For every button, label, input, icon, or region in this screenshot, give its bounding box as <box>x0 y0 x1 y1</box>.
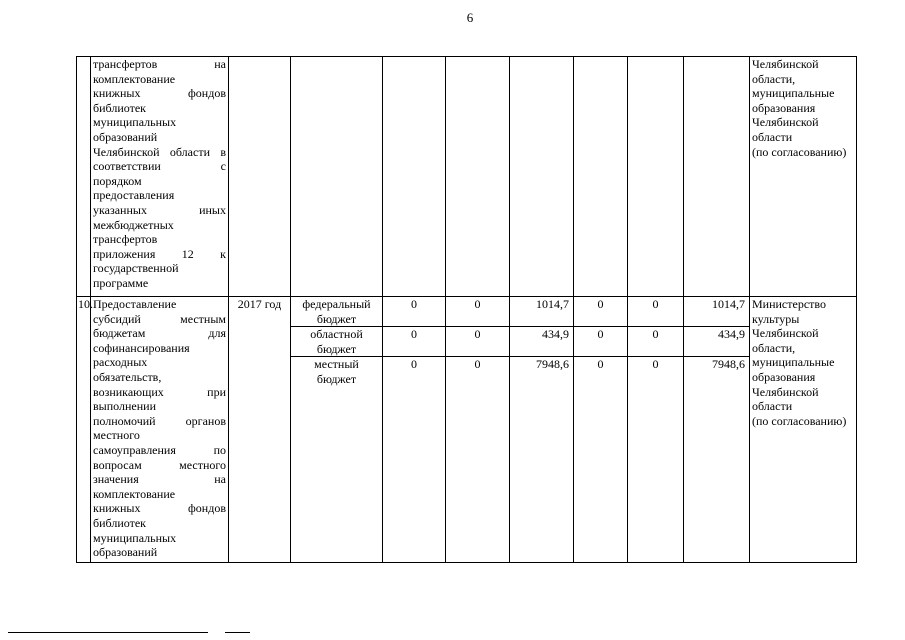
value-cell: 434,9 <box>510 327 574 357</box>
responsible-cell: Министерство культуры Челябинской области, муниципальные образования Челябинской области (по согласованию) <box>750 297 857 563</box>
value-cell <box>510 57 574 297</box>
table-row-10-federal <box>77 297 857 327</box>
total-cell: 1014,7 <box>684 297 750 327</box>
source-cell: местный бюджет <box>291 357 383 563</box>
page-number: 6 <box>466 10 474 25</box>
value-cell <box>446 57 510 297</box>
value-cell: 0 <box>628 297 684 327</box>
value-cell: 0 <box>574 357 628 563</box>
table-row-continued <box>77 57 857 297</box>
description-cell: Предоставление субсидий местным бюджетам для софинансирования расходных обязательств, возникающих при выполнении полномочий органов местного самоуправления по вопросам местного значения на комплектование книжных фондов библиотек муниципальных образований <box>91 297 229 563</box>
value-cell: 0 <box>383 327 446 357</box>
value-cell: 0 <box>574 297 628 327</box>
row-number-cell: 10. <box>77 297 91 563</box>
scan-edge-mark <box>8 632 208 633</box>
value-cell: 0 <box>628 327 684 357</box>
value-cell: 7948,6 <box>510 357 574 563</box>
scan-edge-mark <box>225 632 250 633</box>
year-cell <box>229 57 291 297</box>
value-cell: 1014,7 <box>510 297 574 327</box>
value-cell: 0 <box>446 297 510 327</box>
value-cell: 0 <box>383 297 446 327</box>
value-cell <box>574 57 628 297</box>
value-cell <box>383 57 446 297</box>
source-cell <box>291 57 383 297</box>
value-cell: 0 <box>574 327 628 357</box>
value-cell: 0 <box>383 357 446 563</box>
source-cell: федеральный бюджет <box>291 297 383 327</box>
total-cell: 7948,6 <box>684 357 750 563</box>
value-cell: 0 <box>628 357 684 563</box>
row-number-cell <box>77 57 91 297</box>
value-cell: 0 <box>446 357 510 563</box>
description-cell: трансфертов на комплектование книжных фондов библиотек муниципальных образований Челябинской области в соответствии с порядком предоставления указанных иных межбюджетных трансфертов приложения 12 к государственной программе <box>91 57 229 297</box>
responsible-cell: Челябинской области, муниципальные образования Челябинской области (по согласованию) <box>750 57 857 297</box>
value-cell: 0 <box>446 327 510 357</box>
value-cell <box>628 57 684 297</box>
year-cell: 2017 год <box>229 297 291 563</box>
total-cell <box>684 57 750 297</box>
program-table <box>76 56 857 563</box>
total-cell: 434,9 <box>684 327 750 357</box>
source-cell: областной бюджет <box>291 327 383 357</box>
